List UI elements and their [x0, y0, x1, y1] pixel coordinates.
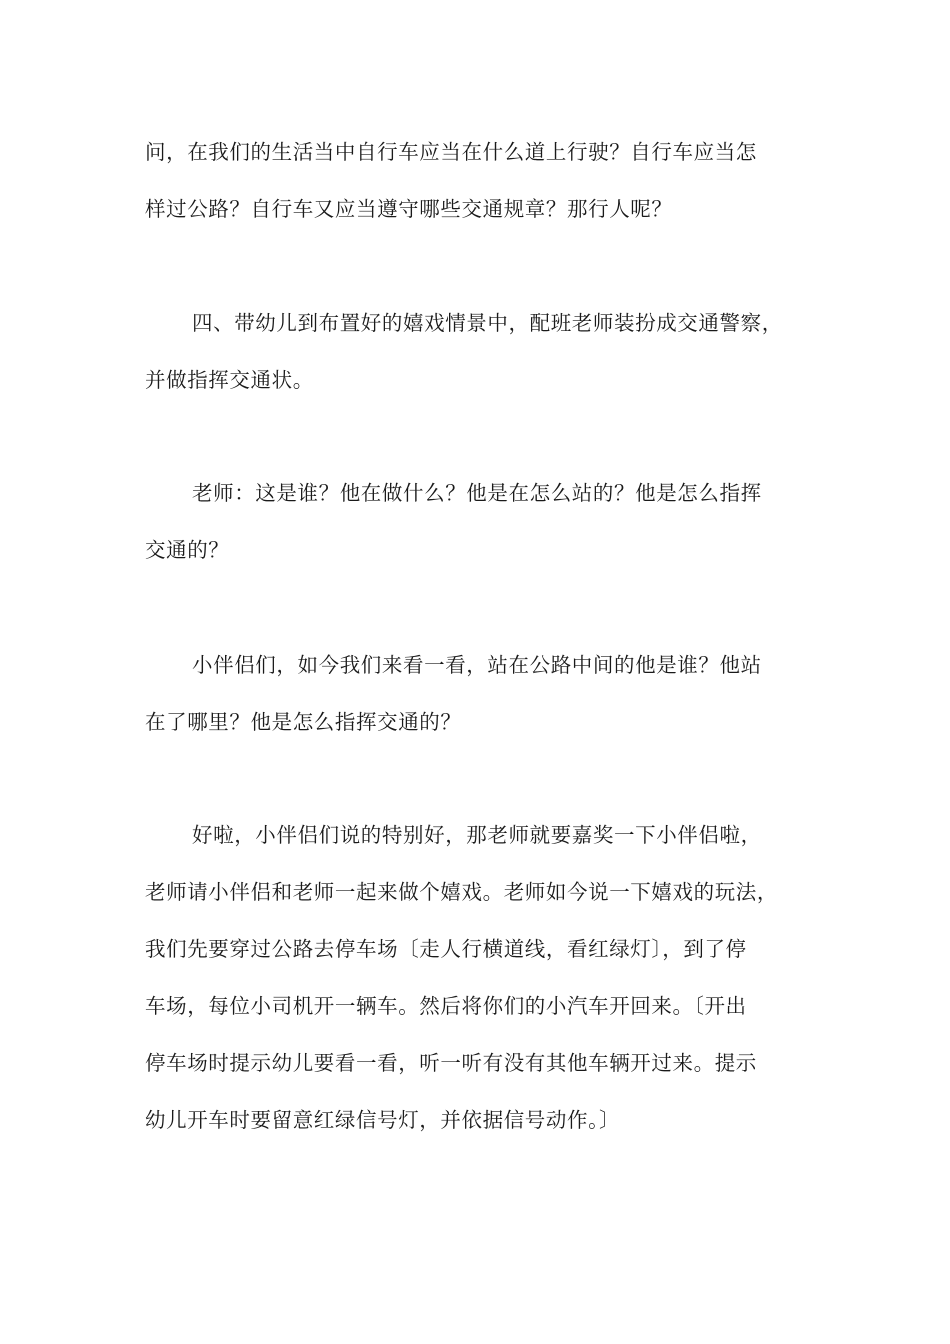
text-line: 交通的？ — [145, 538, 230, 562]
text-line: 幼儿开车时要留意红绿信号灯，并依据信号动作。〕 — [145, 1108, 621, 1132]
text-line: 小伴侣们，如今我们来看一看，站在公路中间的他是谁？他站 — [192, 653, 762, 677]
text-line: 老师：这是谁？他在做什么？他是在怎么站的？他是怎么指挥 — [192, 481, 762, 505]
text-line: 车场，每位小司机开一辆车。然后将你们的小汽车开回来。〔开出 — [145, 994, 747, 1018]
text-line: 问，在我们的生活当中自行车应当在什么道上行驶？自行车应当怎 — [145, 140, 757, 164]
text-line: 停车场时提示幼儿要看一看，听一听有没有其他车辆开过来。提示 — [145, 1051, 757, 1075]
text-line: 在了哪里？他是怎么指挥交通的？ — [145, 710, 462, 734]
text-line: 四、带幼儿到布置好的嬉戏情景中，配班老师装扮成交通警察， — [192, 311, 783, 335]
text-line: 并做指挥交通状。 — [145, 368, 314, 392]
text-line: 老师请小伴侣和老师一起来做个嬉戏。老师如今说一下嬉戏的玩法， — [145, 880, 778, 904]
text-line: 好啦，小伴侣们说的特别好，那老师就要嘉奖一下小伴侣啦， — [192, 823, 762, 847]
text-line: 我们先要穿过公路去停车场〔走人行横道线，看红绿灯〕，到了停 — [145, 937, 747, 961]
text-line: 样过公路？自行车又应当遵守哪些交通规章？那行人呢？ — [145, 197, 673, 221]
